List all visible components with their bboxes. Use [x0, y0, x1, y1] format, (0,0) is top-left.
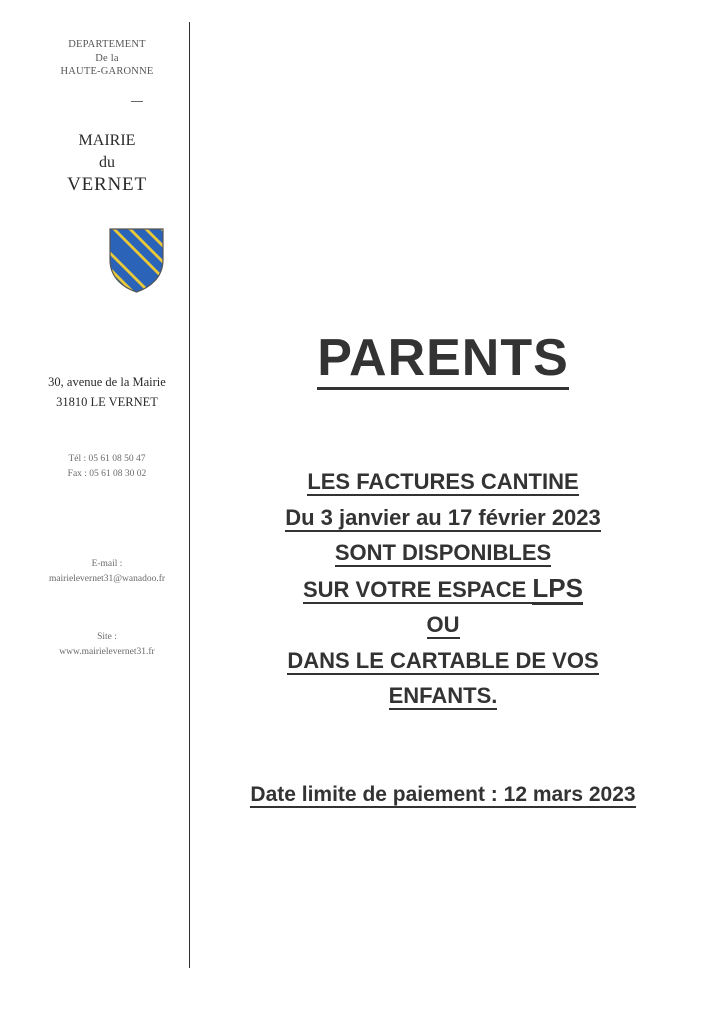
mairie-block [28, 130, 186, 196]
fax: Fax : 05 61 08 30 02 [67, 469, 147, 479]
notice-headline [208, 328, 678, 388]
headline-text: PARENTS [317, 329, 569, 390]
telephone: Tél : 05 61 08 50 47 [68, 454, 146, 464]
letterhead-column [28, 0, 186, 1024]
notice-message [208, 464, 678, 714]
message-line-6: DANS LE CARTABLE DE VOS [287, 647, 599, 673]
town-name: VERNET [67, 174, 147, 195]
department-name: HAUTE-GARONNE [60, 66, 154, 77]
vertical-divider [189, 22, 190, 968]
separator-dash [131, 101, 143, 102]
message-line-4 [303, 572, 583, 604]
phone-block [28, 452, 186, 482]
message-line-7: ENFANTS. [388, 683, 498, 708]
payment-deadline [208, 780, 678, 810]
address-block [28, 372, 186, 412]
site-label: Site : [97, 632, 117, 642]
website-block [28, 630, 186, 660]
message-line-1: LES FACTURES CANTINE [307, 469, 579, 494]
department-connector: De la [95, 52, 119, 64]
message-line-5: OU [426, 612, 460, 637]
department-block [28, 38, 186, 79]
email-label: E-mail : [91, 559, 123, 569]
coat-of-arms-icon [109, 228, 164, 293]
message-line-2: Du 3 janvier au 17 février 2023 [285, 504, 601, 530]
site-address: www.mairielevernet31.fr [59, 647, 155, 657]
deadline-text: Date limite de paiement : 12 mars 2023 [250, 783, 636, 806]
postal-city: 31810 LE VERNET [56, 395, 158, 409]
street-address: 30, avenue de la Mairie [48, 375, 166, 389]
department-line: DEPARTEMENT [68, 39, 146, 50]
message-line-4-prefix: SUR VOTRE ESPACE [303, 576, 533, 602]
mairie-label: MAIRIE [78, 132, 136, 149]
message-line-3: SONT DISPONIBLES [334, 540, 552, 565]
email-block [28, 557, 186, 587]
email-address: mairielevernet31@wanadoo.fr [48, 574, 166, 584]
mairie-connector: du [99, 154, 115, 171]
notice-column [198, 0, 724, 1024]
lps-emphasis: LPS [532, 572, 583, 603]
